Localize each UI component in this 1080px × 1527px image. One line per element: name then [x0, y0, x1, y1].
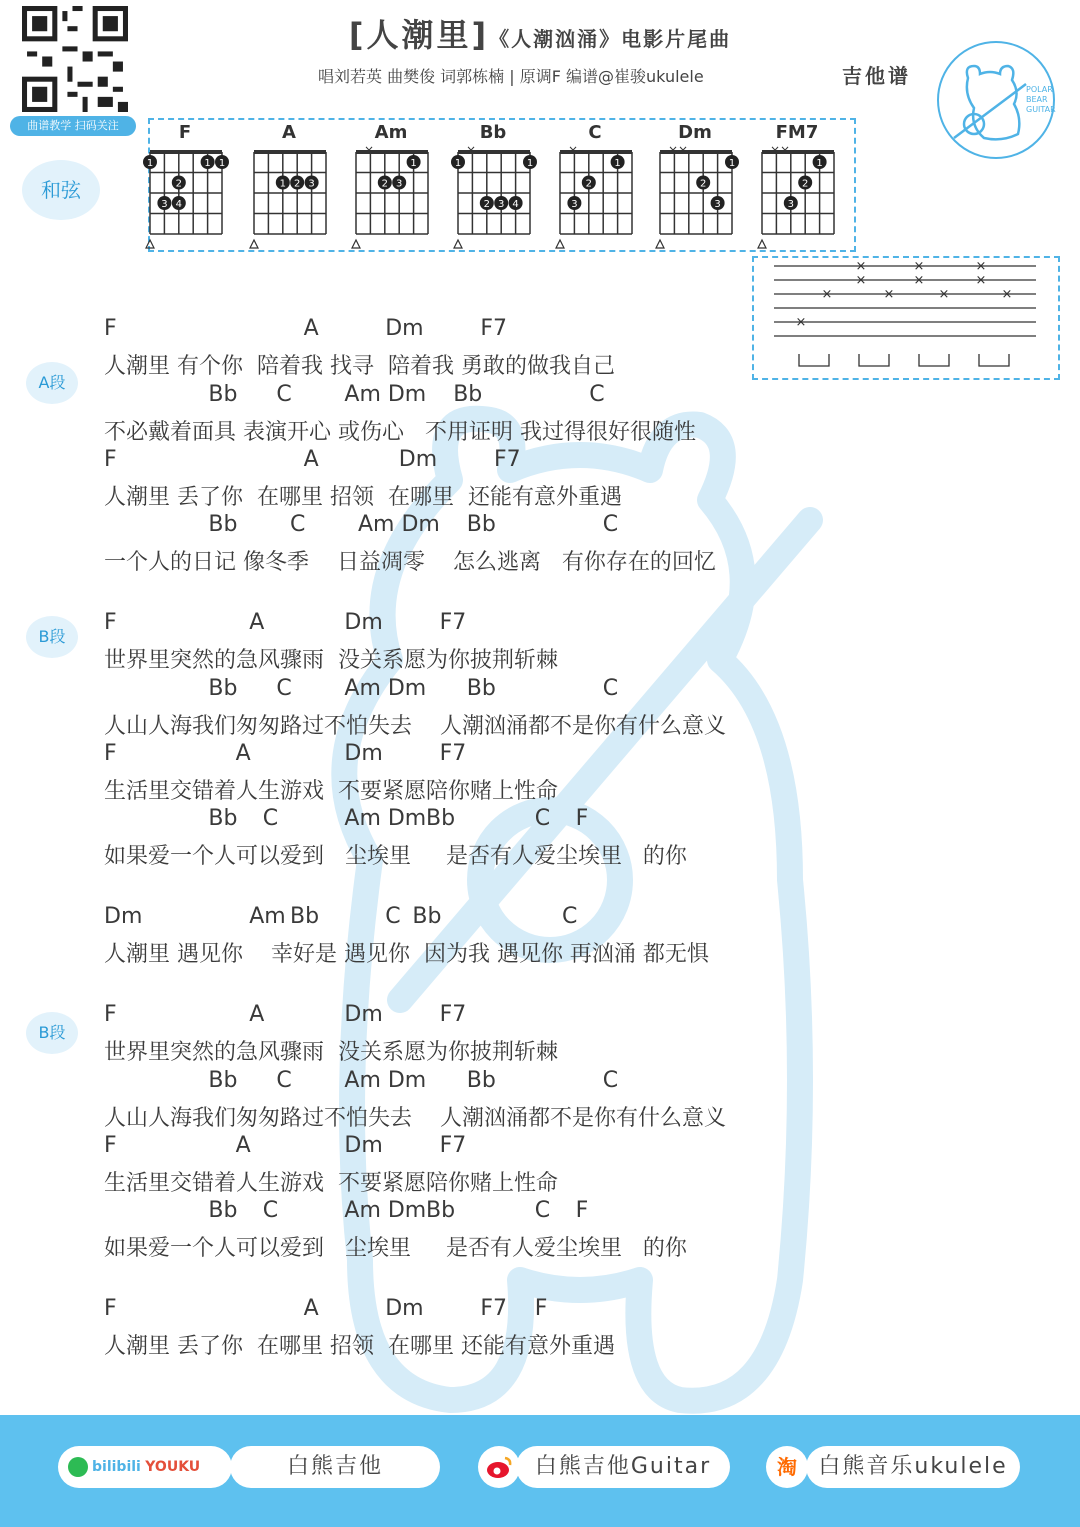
chord-line — [104, 1068, 884, 1098]
chord-symbol: Dm — [344, 1002, 383, 1027]
taobao-account-pill[interactable]: 白熊音乐ukulele — [806, 1446, 1020, 1488]
chord-symbol: F — [104, 447, 117, 472]
chord-symbol: A — [303, 447, 319, 472]
lyric-line: 不必戴着面具 表演开心 或伤心 不用证明 我过得很好很随性 — [104, 420, 696, 445]
svg-text:1: 1 — [146, 158, 154, 169]
chord-symbol: C — [262, 806, 279, 831]
lyric-line: 人潮里 丢了你 在哪里 招领 在哪里 还能有意外重遇 — [104, 485, 622, 510]
svg-text:2: 2 — [381, 178, 388, 190]
svg-text:1: 1 — [279, 178, 286, 190]
lyric-line: 如果爱一个人可以爱到 尘埃里 是否有人爱尘埃里 的你 — [104, 1236, 687, 1261]
section-tag: B段 — [26, 616, 78, 658]
section-tag: A段 — [26, 362, 78, 404]
svg-text:3: 3 — [396, 178, 403, 190]
svg-text:×: × — [913, 259, 925, 274]
svg-text:2: 2 — [585, 178, 592, 190]
chord-symbol: C — [602, 1068, 619, 1093]
svg-text:2: 2 — [700, 178, 707, 190]
video-account-pill[interactable]: 白熊吉他 — [230, 1446, 440, 1488]
weibo-account-pill[interactable]: 白熊吉他Guitar — [516, 1446, 730, 1488]
svg-text:Dm: Dm — [678, 122, 712, 143]
svg-text:4: 4 — [175, 199, 182, 210]
svg-text:4: 4 — [512, 199, 519, 210]
song-credits: 唱刘若英 曲樊俊 词郭栋楠 | 原调F 编谱@崔骏ukulele — [318, 67, 704, 86]
lyric-line: 如果爱一个人可以爱到 尘埃里 是否有人爱尘埃里 的你 — [104, 844, 687, 869]
chord-line — [104, 1296, 884, 1326]
chord-symbol: F — [534, 1296, 548, 1321]
chord-line — [104, 447, 884, 477]
chord-symbol: F — [104, 316, 117, 341]
chord-symbol: C — [589, 382, 605, 407]
svg-text:3: 3 — [714, 199, 721, 210]
chord-symbol: A — [303, 316, 319, 341]
svg-text:3: 3 — [161, 199, 168, 210]
chord-symbol: C — [262, 1198, 279, 1223]
chord-symbol: Bb — [208, 1068, 238, 1093]
lyric-line: 人山人海我们匆匆路过不怕失去 人潮汹涌都不是你有什么意义 — [104, 714, 726, 739]
chord-symbol: Bb — [208, 512, 238, 537]
chord-symbol: F7 — [480, 316, 508, 341]
chord-symbol: Bb — [466, 512, 496, 537]
chord-symbol: A — [249, 1002, 265, 1027]
svg-text:2: 2 — [175, 178, 182, 190]
chord-symbol: F7 — [439, 1002, 467, 1027]
svg-text:Bb: Bb — [479, 122, 507, 143]
svg-text:×: × — [883, 287, 895, 302]
lyric-line: 世界里突然的急风骤雨 没关系愿为你披荆斩棘 — [104, 648, 558, 673]
chord-symbol: Bb — [412, 904, 442, 929]
chord-symbol: C — [276, 382, 292, 407]
svg-text:×: × — [1001, 287, 1013, 302]
chord-symbol: C — [385, 904, 401, 929]
svg-text:2: 2 — [483, 199, 490, 210]
chord-symbol: C — [534, 806, 551, 831]
chord-symbol: Am — [249, 904, 286, 929]
chord-symbol: F — [575, 1198, 589, 1223]
chord-line — [104, 676, 884, 706]
chord-symbol: Am Dm — [358, 512, 440, 537]
svg-text:1: 1 — [728, 158, 736, 169]
chord-symbol: Bb — [208, 382, 238, 407]
chord-symbol: F — [575, 806, 589, 831]
chord-symbol: F7 — [439, 741, 467, 766]
chord-symbol: Bb — [426, 806, 456, 831]
chord-symbol: C — [276, 1068, 292, 1093]
logo-text-polar: POLAR — [1026, 85, 1053, 94]
qr-caption: 曲谱教学 扫码关注 — [10, 116, 136, 136]
logo-text-guitar: GUITAR — [1026, 105, 1056, 114]
film-note: 《人潮汹涌》电影片尾曲 — [489, 27, 732, 51]
chord-symbol: Dm — [344, 741, 383, 766]
chord-symbol: F7 — [480, 1296, 508, 1321]
svg-text:FM7: FM7 — [775, 122, 819, 143]
svg-text:Am: Am — [374, 122, 408, 143]
svg-text:×: × — [795, 315, 807, 330]
svg-text:1: 1 — [454, 158, 462, 169]
lyric-line: 人潮里 有个你 陪着我 找寻 陪着我 勇敢的做我自己 — [104, 354, 615, 379]
chord-line — [104, 904, 884, 934]
chord-symbol: A — [235, 1133, 251, 1158]
svg-text:A: A — [282, 122, 296, 143]
chord-symbol: C — [276, 676, 292, 701]
lyric-line: 生活里交错着人生游戏 不要紧愿陪你赌上性命 — [104, 779, 558, 804]
chord-line — [104, 741, 884, 771]
taobao-icon: 淘 — [766, 1446, 808, 1488]
chord-symbol: Am Dm — [344, 1068, 427, 1093]
lyric-line: 人潮里 遇见你 幸好是 遇见你 因为我 遇见你 再汹涌 都无惧 — [104, 942, 709, 967]
chord-symbol: C — [602, 676, 619, 701]
chord-symbol: F7 — [494, 447, 521, 472]
chord-symbol: Dm — [104, 904, 143, 929]
chord-symbol: Am Dm — [344, 382, 427, 407]
lyric-line: 一个人的日记 像冬季 日益凋零 怎么逃离 有你存在的回忆 — [104, 550, 716, 575]
svg-text:×: × — [855, 273, 867, 288]
svg-text:2: 2 — [294, 178, 301, 190]
chord-symbol: Dm — [344, 1133, 383, 1158]
chord-symbol: C — [534, 1198, 551, 1223]
svg-text:1: 1 — [816, 158, 823, 169]
lyric-line: 人山人海我们匆匆路过不怕失去 人潮汹涌都不是你有什么意义 — [104, 1106, 726, 1131]
svg-text:×: × — [975, 259, 987, 274]
sheet-type: 吉他谱 — [842, 64, 911, 88]
chord-symbol: F7 — [439, 610, 467, 635]
chord-line — [104, 1198, 884, 1228]
video-platforms-badge[interactable] — [58, 1446, 232, 1488]
chord-symbol: F — [104, 610, 117, 635]
chord-symbol: Bb — [453, 382, 483, 407]
wechat-icon — [68, 1457, 88, 1477]
svg-text:×: × — [821, 287, 833, 302]
chord-symbol: F7 — [439, 1133, 467, 1158]
lyric-line: 人潮里 丢了你 在哪里 招领 在哪里 还能有意外重遇 — [104, 1334, 615, 1359]
chord-symbol: F — [104, 741, 117, 766]
chord-symbol: A — [249, 610, 265, 635]
chord-symbol: Bb — [290, 904, 320, 929]
svg-text:×: × — [975, 273, 987, 288]
weibo-icon — [478, 1446, 520, 1488]
chord-symbol: Bb — [208, 806, 238, 831]
lyric-line: 世界里突然的急风骤雨 没关系愿为你披荆斩棘 — [104, 1040, 558, 1065]
svg-text:1: 1 — [410, 158, 417, 169]
chord-symbol: Bb — [208, 676, 238, 701]
svg-text:3: 3 — [787, 199, 794, 210]
svg-text:3: 3 — [571, 199, 578, 210]
chord-symbol: C — [602, 512, 619, 537]
logo-text-bear: BEAR — [1026, 95, 1048, 104]
chord-symbol: F — [104, 1133, 117, 1158]
chord-line — [104, 382, 884, 412]
chord-symbol: F — [104, 1002, 117, 1027]
svg-text:×: × — [855, 259, 867, 274]
chord-symbol: F — [104, 1296, 117, 1321]
chord-symbol: Bb — [426, 1198, 456, 1223]
svg-text:F: F — [178, 122, 192, 143]
chord-symbol: C — [562, 904, 578, 929]
chord-symbol: Am Dm — [344, 676, 427, 701]
chord-symbol: Dm — [385, 316, 424, 341]
chord-line — [104, 512, 884, 542]
bilibili-label: bilibili — [92, 1459, 141, 1475]
lyric-line: 生活里交错着人生游戏 不要紧愿陪你赌上性命 — [104, 1171, 558, 1196]
svg-text:1: 1 — [204, 158, 211, 169]
youku-label: YOUKU — [145, 1459, 201, 1475]
svg-text:1: 1 — [526, 158, 534, 169]
svg-text:C: C — [588, 122, 602, 143]
chord-line — [104, 1133, 884, 1163]
chord-symbol: Dm — [398, 447, 438, 472]
chord-line — [104, 806, 884, 836]
chord-symbol: Dm — [385, 1296, 424, 1321]
chord-symbol: Bb — [466, 676, 496, 701]
chord-symbol: Dm — [344, 610, 383, 635]
chord-line — [104, 316, 884, 346]
chords-label: 和弦 — [22, 160, 100, 220]
section-tag: B段 — [26, 1012, 78, 1054]
svg-text:1: 1 — [218, 158, 226, 169]
svg-text:2: 2 — [802, 178, 809, 190]
chord-symbol: A — [303, 1296, 319, 1321]
chord-line — [104, 610, 884, 640]
song-title: [人潮里] — [348, 16, 490, 54]
chord-symbol: Bb — [466, 1068, 496, 1093]
chord-line — [104, 1002, 884, 1032]
chord-symbol: Bb — [208, 1198, 238, 1223]
svg-text:1: 1 — [614, 158, 621, 169]
svg-text:×: × — [913, 273, 925, 288]
chord-symbol: Am Dm — [344, 1198, 427, 1223]
chord-symbol: C — [290, 512, 306, 537]
chord-symbol: Am Dm — [344, 806, 427, 831]
chord-symbol: A — [235, 741, 251, 766]
svg-text:×: × — [938, 287, 950, 302]
svg-text:3: 3 — [308, 178, 315, 190]
svg-text:3: 3 — [498, 199, 505, 210]
